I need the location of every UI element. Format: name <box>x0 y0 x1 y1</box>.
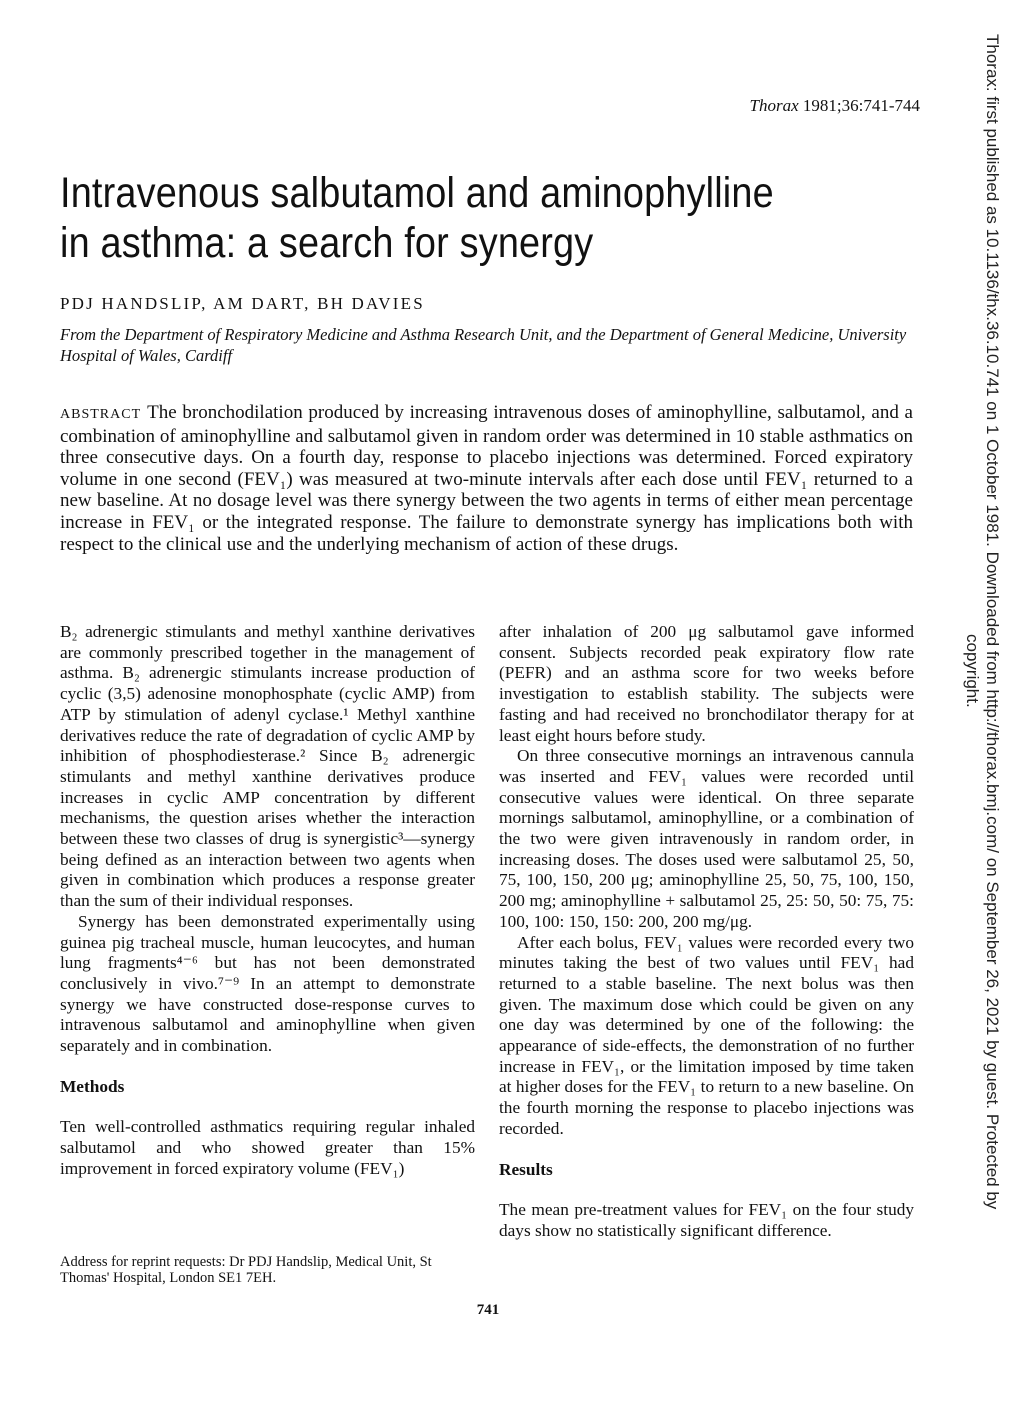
methods-paragraph-1: Ten well-controlled asthmatics requiring regular inhaled salbutamol and who showed greater than 15% improvement in forced expiratory volume (FEV₁) <box>60 1117 475 1178</box>
affiliation: From the Department of Respiratory Medicine and Asthma Research Unit, and the Department of General Medicine, University Hospital of Wales, Cardiff <box>60 325 907 365</box>
download-notice <box>962 34 1002 1209</box>
title-line-1: Intravenous salbutamol and aminophylline <box>60 169 774 217</box>
methods-heading: Methods <box>60 1076 125 1096</box>
download-notice-line-2: copyright. <box>963 634 982 708</box>
article-title <box>60 168 852 268</box>
results-heading: Results <box>499 1159 553 1179</box>
methods-paragraph-3: On three consecutive mornings an intravenous cannula was inserted and FEV₁ values were recorded until consecutive values were identical. On three separate mornings salbutamol, aminophylline, or a combination of the two were given intravenously in random order, in increasing doses. The doses used were salbutamol 25, 50, 75, 100, 150, 200 μg; aminophylline 25, 50, 75, 100, 150, 200 mg; aminophylline + salbutamol 25, 25: 50, 50: 75, 75: 100, 100: 150, 150: 200, 200 mg/μg. <box>499 746 914 931</box>
title-line-2: in asthma: a search for synergy <box>60 219 594 267</box>
journal-citation <box>750 96 920 116</box>
reprint-address-box <box>60 1254 475 1286</box>
methods-paragraph-4: After each bolus, FEV₁ values were recorded every two minutes taking the best of two values until FEV₁ had returned to a stable baseline. The next bolus was then given. The maximum dose which could be given on any one day was determined by one of the following: the appearance of side-effects, the demonstration of no further increase in FEV₁, or the limitation imposed by time taken at higher doses for the FEV₁ to return to a new baseline. On the fourth morning the response to placebo injections was recorded. <box>499 932 914 1138</box>
intro-paragraph-2: Synergy has been demonstrated experimentally using guinea pig tracheal muscle, human leucocytes, and human lung fragments⁴⁻⁶ but has not been demonstrated conclusively in vivo.⁷⁻⁹ In an attempt to demonstrate synergy we have constructed dose-response curves to intravenous salbutamol and aminophylline when given separately and in combination. <box>60 911 475 1056</box>
results-paragraph-1: The mean pre-treatment values for FEV₁ on the four study days show no statistically significant difference. <box>499 1200 914 1240</box>
left-column <box>60 622 475 1180</box>
abstract-label: ABSTRACT <box>60 407 142 422</box>
authors: PDJ HANDSLIP, AM DART, BH DAVIES <box>60 294 425 313</box>
page-number: 741 <box>476 1302 500 1318</box>
reprint-address: Address for reprint requests: Dr PDJ Handslip, Medical Unit, St Thomas' Hospital, London SE1 7EH. <box>60 1254 432 1286</box>
abstract <box>60 402 913 555</box>
journal-name: Thorax <box>749 96 799 115</box>
right-column <box>499 622 914 1242</box>
methods-paragraph-2: after inhalation of 200 μg salbutamol gave informed consent. Subjects recorded peak expiratory flow rate (PEFR) and an asthma score for two weeks before investigation to establish stability. The subjects were fasting and had received no bronchodilator therapy for at least eight hours before study. <box>499 622 914 745</box>
intro-paragraph-1: B₂ adrenergic stimulants and methyl xanthine derivatives are commonly prescribed together in the management of asthma. B₂ adrenergic stimulants increase production of cyclic (3,5) adenosine monophosphate (cyclic AMP) from ATP by stimulation of adenyl cyclase.¹ Methyl xanthine derivatives reduce the rate of degradation of cyclic AMP by inhibition of phosphodiesterase.² Since B₂ adrenergic stimulants and methyl xanthine derivatives produce increases in cyclic AMP concentration by different mechanisms, the question arises whether the interaction between these two classes of drug is synergistic³—synergy being defined as an interaction between two agents when given in combination which produces a response greater than the sum of their individual responses. <box>60 622 475 911</box>
download-notice-line-1: Thorax: first published as 10.1136/thx.36.10.741 on 1 October 1981. Downloaded from http://thorax.bmj.com/ on September 26, 2021 by guest. Protected by <box>983 34 1002 1210</box>
abstract-text: The bronchodilation produced by increasing intravenous doses of aminophylline, salbutamol, and a combination of aminophylline and salbutamol given in random order was determined in 10 stable asthmatics on three consecutive days. On a fourth day, response to placebo injections was determined. Forced expiratory volume in one second (FEV₁) was measured at two-minute intervals after each dose until FEV₁ returned to a new baseline. At no dosage level was there synergy between the two agents in terms of either mean percentage increase in FEV₁ or the integrated response. The failure to demonstrate synergy has implications both with respect to the clinical use and the underlying mechanism of action of these drugs. <box>60 402 913 555</box>
citation: 1981;36:741-744 <box>802 96 920 115</box>
